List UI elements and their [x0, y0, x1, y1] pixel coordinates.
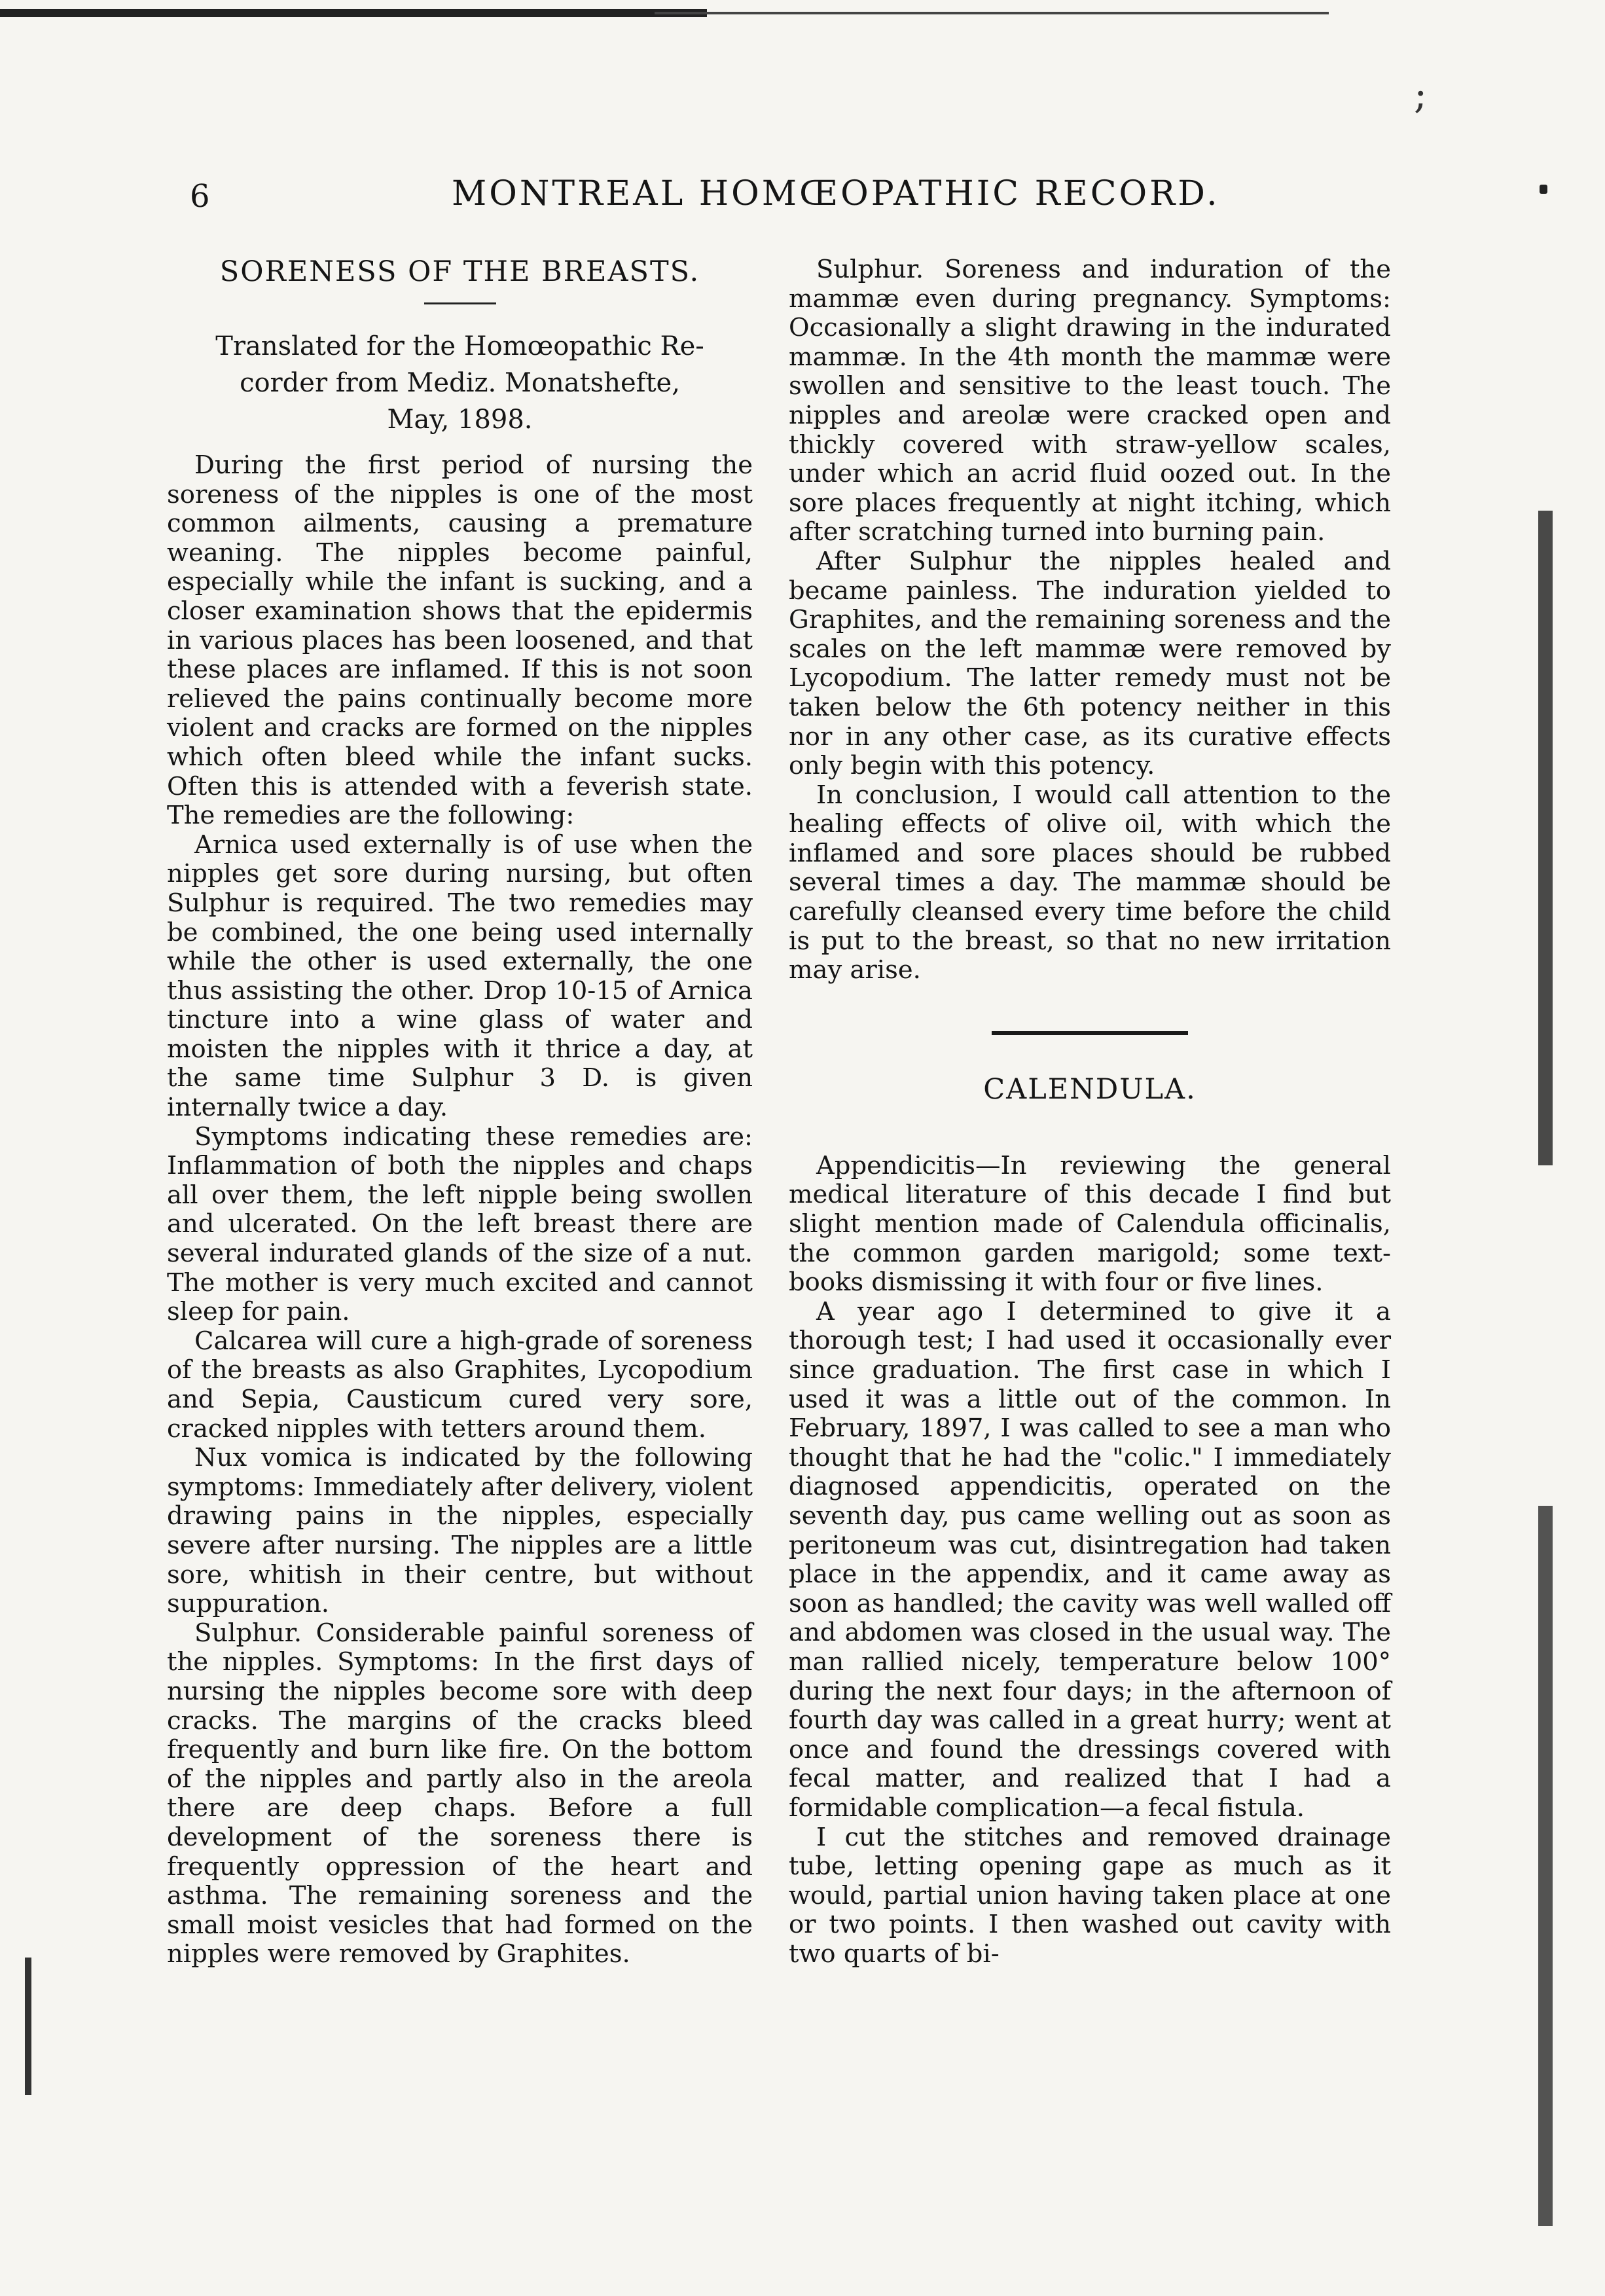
scan-mark-semicolon: ; — [1414, 72, 1428, 118]
paragraph: I cut the stitches and removed drainage tube, letting opening gape as much as it would, partial union having taken place at one or two points. I then washed out cavity with two quarts of bi- — [789, 1822, 1391, 1969]
paragraph: After Sulphur the nipples healed and became painless. The induration yielded to Graphites, and the remaining soreness and the scales on the left mammæ were removed by Lycopodium. The latter remedy must not be taken below the 6th potency neither in this nor in any other case, as its curative effects only begin with this potency. — [789, 546, 1391, 781]
top-scan-rule — [0, 9, 707, 17]
source-line-3: May, 1898. — [387, 405, 533, 435]
page-edge-shadow-upper — [1538, 511, 1553, 1165]
scan-mark-dot — [1540, 185, 1547, 194]
section-divider — [992, 1031, 1188, 1035]
paragraph: Appendicitis—In reviewing the general medical literature of this decade I find but slight mention made of Calendula officinalis, the common garden marigold; some text-books dismissing it with four or five lines. — [789, 1150, 1391, 1298]
paragraph: Symptoms indicating these remedies are: Inflammation of both the nipples and chaps all over them, the left nipple being swollen and ulcerated. On the left breast there are several indurated glands of the size of a nut. The mother is very much excited and cannot sleep for pain. — [167, 1121, 753, 1327]
page-number: 6 — [190, 178, 210, 215]
section-heading-calendula: CALENDULA. — [983, 1072, 1197, 1106]
running-head: MONTREAL HOMŒOPATHIC RECORD. — [452, 174, 1220, 213]
page-edge-shadow-lower — [1538, 1506, 1553, 2226]
paragraph: Nux vomica is indicated by the following symptoms: Immediately after delivery, violent drawing pains in the nipples, especially severe after nursing. The nipples are a little sore, whitish in their centre, but without suppuration. — [167, 1443, 753, 1619]
right-column — [789, 255, 1391, 1969]
left-column — [167, 255, 753, 1969]
source-line-1: Translated for the Homœopathic Re- — [215, 331, 704, 361]
top-scan-rule-thin — [655, 12, 1329, 14]
paragraph: Sulphur. Considerable painful soreness of the nipples. Symptoms: In the first days of nursing the nipples become sore with deep cracks. The margins of the cracks bleed frequently and burn like fire. On the bottom of the nipples and partly also in the areola there are deep chaps. Before a full development of the soreness there is frequently oppression of the heart and asthma. The remaining soreness and the small moist vesicles that had formed on the nipples were removed by Graphites. — [167, 1618, 753, 1969]
paragraph: In conclusion, I would call attention to the healing effects of olive oil, with which the inflamed and sore places should be rubbed several times a day. The mammæ should be carefully cleansed every time before the child is put to the breast, so that no new irritation may arise. — [789, 780, 1391, 985]
source-line-2: corder from Mediz. Monatshefte, — [240, 368, 680, 398]
article-heading: SORENESS OF THE BREASTS. — [219, 255, 700, 288]
paragraph: Calcarea will cure a high-grade of soreness of the breasts as also Graphites, Lycopodium and Sepia, Causticum cured very sore, cracked nipples with tetters around them. — [167, 1326, 753, 1444]
paragraph: Sulphur. Soreness and induration of the mammæ even during pregnancy. Symptoms: Occasionally a slight drawing in the indurated mammæ. In the 4th month the mammæ were swollen and sensitive to the least touch. The nipples and areolæ were cracked open and thickly covered with straw-yellow scales, under which an acrid fluid oozed out. In the sore places frequently at night itching, which after scratching turned into burning pain. — [789, 255, 1391, 547]
heading-rule — [424, 302, 496, 304]
paragraph: During the first period of nursing the soreness of the nipples is one of the most common ailments, causing a premature weaning. The nipples become painful, especially while the infant is sucking, and a closer examination shows that the epidermis in various places has been loosened, and that these places are inflamed. If this is not soon relieved the pains continually become more violent and cracks are formed on the nipples which often bleed while the infant sucks. Often this is attended with a feverish state. The remedies are the following: — [167, 450, 753, 831]
source-line — [167, 328, 753, 438]
paragraph: A year ago I determined to give it a thorough test; I had used it occasionally ever since graduation. The first case in which I used it was a little out of the common. In February, 1897, I was called to see a man who thought that he had the "colic." I immediately diagnosed appendicitis, operated on the seventh day, pus came welling out as soon as peritoneum was cut, disintregation had taken place in the appendix, and it came away as soon as handled; the cavity was well walled off and abdomen was closed in the usual way. The man rallied nicely, temperature below 100° during the next four days; in the afternoon of fourth day was called in a great hurry; went at once and found the dressings covered with fecal matter, and realized that I had a formidable complication—a fecal fistula. — [789, 1296, 1391, 1823]
paragraph: Arnica used externally is of use when the nipples get sore during nursing, but often Sulphur is required. The two remedies may be combined, the one being used internally while the other is used externally, the one thus assisting the other. Drop 10-15 of Arnica tincture into a wine glass of water and moisten the nipples with it thrice a day, at the same time Sulphur 3 D. is given internally twice a day. — [167, 829, 753, 1123]
page-edge-shadow-left — [25, 1958, 31, 2095]
